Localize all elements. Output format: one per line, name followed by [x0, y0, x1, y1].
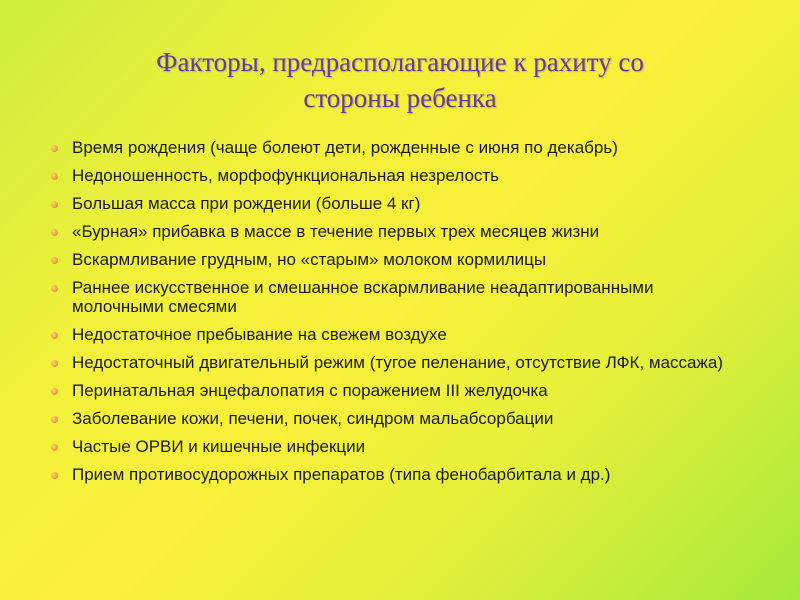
bullet-icon	[51, 332, 58, 339]
list-item	[50, 278, 740, 316]
slide-title-line-2: стороны ребенка	[303, 83, 497, 113]
list-item-text: Прием противосудорожных препаратов (типа фенобарбитала и др.)	[72, 465, 611, 484]
bullet-icon	[51, 416, 58, 423]
slide-title-line-1: Факторы, предрасполагающие к рахиту со	[156, 47, 644, 77]
bullet-icon	[51, 360, 58, 367]
list-item-text: Недостаточное пребывание на свежем воздухе	[72, 325, 447, 344]
bullet-icon	[51, 145, 58, 152]
bullet-icon	[51, 472, 58, 479]
list-item	[50, 222, 740, 241]
bullet-icon	[51, 444, 58, 451]
list-item	[50, 353, 740, 372]
list-item-text: Вскармливание грудным, но «старым» молоком кормилицы	[72, 250, 547, 269]
list-item-text: Заболевание кожи, печени, почек, синдром мальабсорбации	[72, 409, 554, 428]
list-item-text: Недостаточный двигательный режим (тугое пеленание, отсутствие ЛФК, массажа)	[72, 353, 723, 372]
list-item-text: «Бурная» прибавка в массе в течение первых трех месяцев жизни	[72, 222, 600, 241]
list-item-text: Перинатальная энцефалопатия с поражением III желудочка	[72, 381, 548, 400]
list-item-text: Раннее искусственное и смешанное вскармливание неадаптированными молочными смесями	[72, 278, 654, 316]
bullet-icon	[51, 201, 58, 208]
list-item-text: Большая масса при рождении (больше 4 кг)	[72, 194, 421, 213]
list-item	[50, 465, 740, 484]
list-item	[50, 138, 740, 157]
list-item-text: Недоношенность, морфофункциональная незрелость	[72, 166, 500, 185]
slide-title	[90, 44, 710, 116]
bullet-icon	[51, 388, 58, 395]
bullet-list	[50, 138, 740, 493]
list-item	[50, 409, 740, 428]
list-item	[50, 381, 740, 400]
list-item	[50, 194, 740, 213]
list-item	[50, 166, 740, 185]
list-item-text: Время рождения (чаще болеют дети, рожденные с июня по декабрь)	[72, 138, 618, 157]
list-item	[50, 437, 740, 456]
list-item-text: Частые ОРВИ и кишечные инфекции	[72, 437, 366, 456]
list-item	[50, 250, 740, 269]
bullet-icon	[51, 257, 58, 264]
list-item	[50, 325, 740, 344]
bullet-icon	[51, 285, 58, 292]
bullet-icon	[51, 173, 58, 180]
bullet-icon	[51, 229, 58, 236]
